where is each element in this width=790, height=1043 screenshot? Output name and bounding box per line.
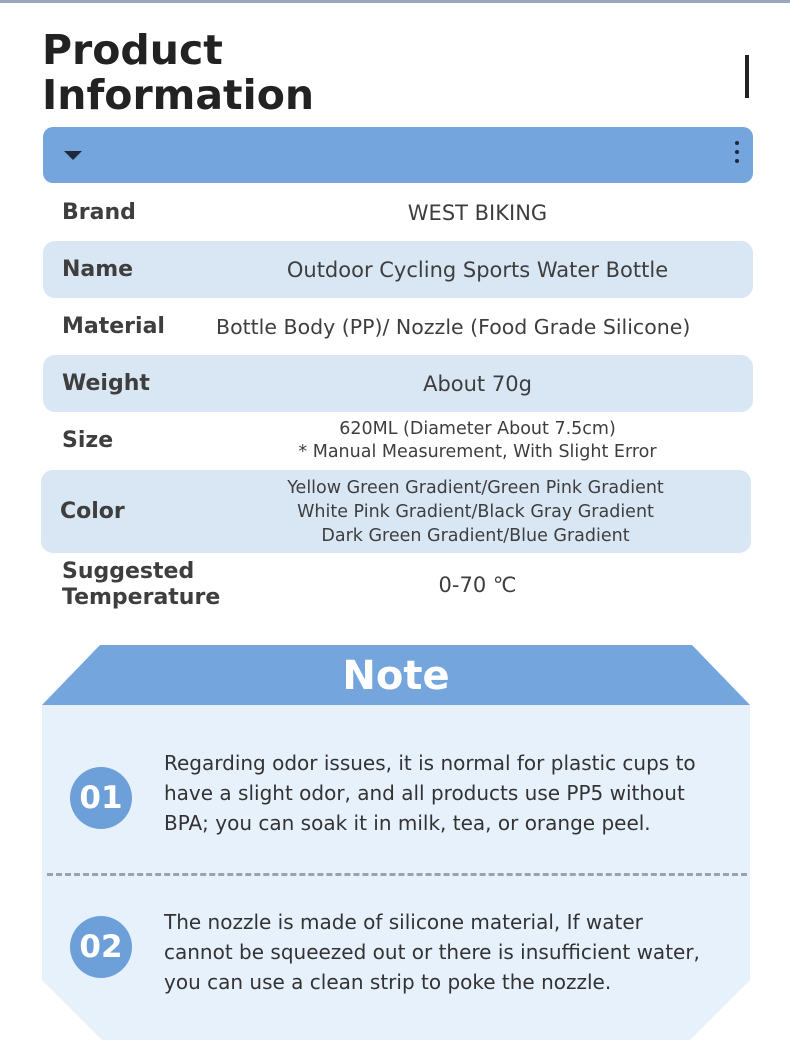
note-text (164, 748, 734, 838)
note-text-line: have a slight odor, and all products use PP5 without (164, 781, 685, 805)
spec-row-material (43, 298, 753, 355)
spec-label (43, 559, 221, 611)
note-text (164, 907, 734, 997)
top-divider-strip (0, 0, 790, 3)
spec-value-text: Outdoor Cycling Sports Water Bottle (286, 257, 669, 282)
more-vertical-icon[interactable] (733, 141, 741, 169)
spec-value-line: White Pink Gradient/Black Gray Gradient (297, 501, 654, 522)
spec-value-line: * Manual Measurement, With Slight Error (298, 442, 657, 462)
spec-value-line: 620ML (Diameter About 7.5cm) (339, 419, 616, 439)
spec-row-size (43, 412, 753, 470)
spec-value-line: Yellow Green Gradient/Green Pink Gradient (287, 477, 664, 498)
note-text-line: Regarding odor issues, it is normal for plastic cups to (164, 751, 696, 775)
note-section (42, 645, 750, 1040)
spec-value (212, 372, 753, 396)
spec-value-text: WEST BIKING (407, 200, 548, 225)
spec-label-line: Temperature (62, 585, 221, 610)
spec-value-line: Dark Green Gradient/Blue Gradient (321, 525, 630, 546)
spec-row-color (41, 470, 751, 553)
spec-value (212, 418, 753, 464)
spec-label (43, 314, 212, 340)
note-text-line: The nozzle is made of silicone material, If water (164, 910, 643, 934)
spec-value-text: About 70g (423, 371, 532, 396)
spec-label (43, 371, 212, 397)
note-text-line: cannot be squeezed out or there is insufficient water, (164, 940, 700, 964)
note-text-line: you can use a clean strip to poke the nozzle. (164, 970, 612, 994)
spec-label-text: Color (60, 498, 125, 524)
spec-row-name (43, 241, 753, 298)
spec-label-line: Suggested (62, 559, 195, 584)
page-title-line: Information (42, 71, 315, 119)
spec-value (212, 201, 753, 225)
spec-value (212, 573, 753, 597)
spec-value-text: Bottle Body (PP)/ Nozzle (Food Grade Silicone) (216, 314, 691, 339)
note-text-line: BPA; you can soak it in milk, tea, or orange peel. (164, 811, 651, 835)
spec-row-weight (43, 355, 753, 412)
spec-label-text: Name (62, 256, 134, 282)
spec-label-text: Material (62, 313, 165, 339)
page-title-line: Product (42, 26, 223, 74)
spec-label-text: Size (62, 428, 114, 453)
spec-label-text: Weight (62, 370, 150, 396)
page-title (42, 28, 314, 118)
spec-label (43, 428, 212, 454)
spec-table-header[interactable] (43, 127, 753, 183)
text-cursor-bar (745, 55, 749, 98)
spec-label (41, 499, 210, 525)
spec-label (43, 200, 212, 226)
spec-label-text: Brand (62, 199, 136, 225)
note-title: Note (342, 653, 450, 699)
note-number-badge: 02 (70, 916, 132, 978)
spec-label (43, 257, 212, 283)
dashed-divider (47, 873, 747, 876)
note-number-badge: 01 (70, 767, 132, 829)
spec-row-brand (43, 184, 753, 241)
spec-value (212, 315, 753, 339)
spec-value-text: 0-70 ℃ (438, 573, 517, 597)
spec-value (210, 476, 751, 548)
spec-row-temperature (43, 556, 753, 614)
caret-down-icon[interactable] (64, 151, 82, 160)
spec-value (212, 258, 753, 282)
